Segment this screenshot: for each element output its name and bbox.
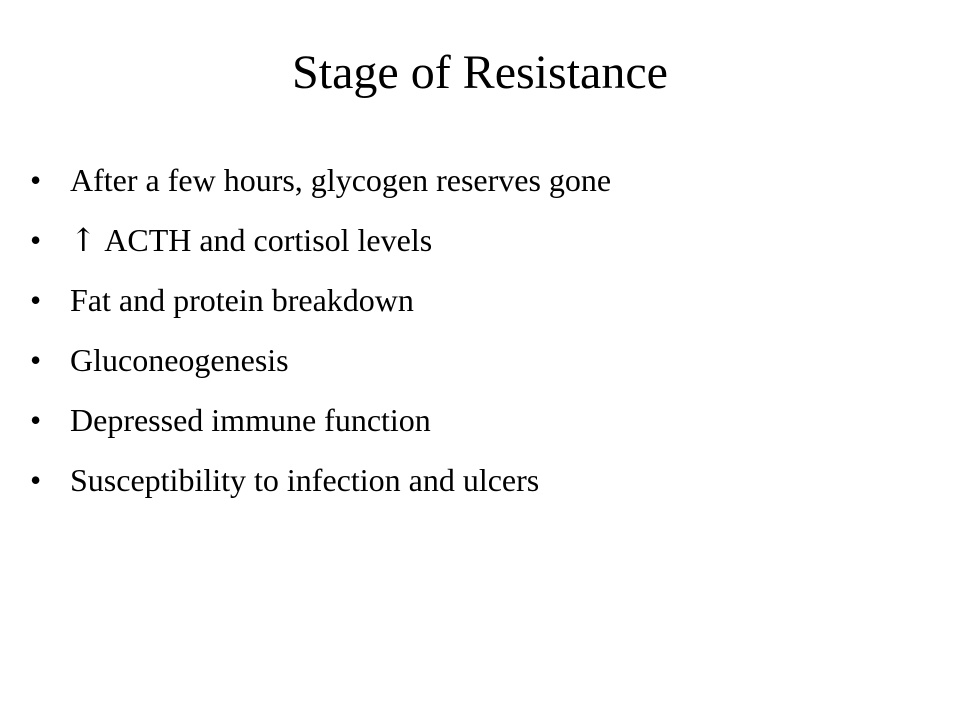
- bullet-text: ACTH and cortisol levels: [104, 222, 433, 258]
- bullet-text: Fat and protein breakdown: [70, 282, 414, 318]
- bullet-item-glycogen: [30, 154, 930, 214]
- bullet-text: After a few hours, glycogen reserves gone: [70, 162, 612, 198]
- bullet-marker: •: [30, 282, 42, 318]
- bullet-item-infection: [30, 454, 930, 514]
- bullet-item-gluconeogenesis: [30, 334, 930, 394]
- bullet-marker: •: [30, 342, 42, 378]
- bullet-item-acth: [30, 214, 930, 274]
- bullet-text-with-arrow: [70, 214, 432, 266]
- bullet-marker: •: [30, 162, 42, 198]
- bullet-text: Depressed immune function: [70, 402, 431, 438]
- bullet-text: Susceptibility to infection and ulcers: [70, 462, 540, 498]
- bullet-item-fat-protein: [30, 274, 930, 334]
- bullet-marker: •: [30, 462, 42, 498]
- bullet-marker: •: [30, 402, 42, 438]
- bullet-list: [30, 154, 930, 514]
- bullet-item-immune: [30, 394, 930, 454]
- bullet-text: Gluconeogenesis: [70, 342, 289, 378]
- bullet-marker: •: [30, 222, 42, 258]
- slide-title: Stage of Resistance: [292, 46, 668, 99]
- up-arrow-icon: ↑: [70, 221, 97, 259]
